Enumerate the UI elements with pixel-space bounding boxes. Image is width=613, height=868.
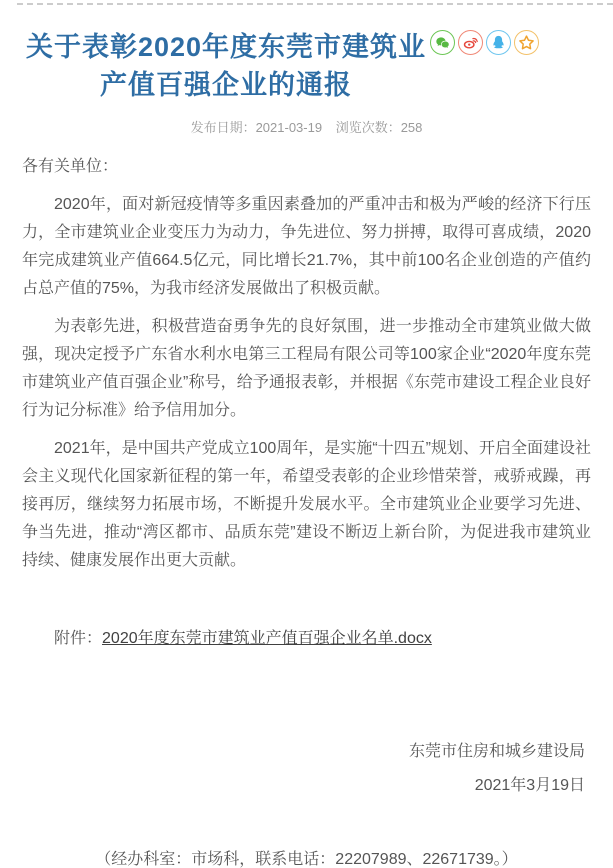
wechat-share-button[interactable] bbox=[430, 30, 455, 55]
signature-org: 东莞市住房和城乡建设局 bbox=[408, 743, 585, 760]
top-divider bbox=[17, 3, 613, 5]
paragraph-2: 为表彰先进，积极营造奋勇争先的良好氛围，进一步推动全市建筑业做大做强，现决定授予广东省水利水电第三工程局有限公司等100家企业“2020年度东莞市建筑业产值百强企业”称号，给予通报表彰，并根据《东莞市建设工程企业良好行为记分标准》给予信用加分。 bbox=[22, 318, 591, 419]
page-title: 关于表彰2020年度东莞市建筑业产值百强企业的通报 bbox=[25, 32, 427, 100]
share-bar bbox=[430, 30, 539, 55]
article-meta bbox=[0, 119, 613, 137]
attachment-label: 附件： bbox=[54, 630, 103, 647]
favorite-star-icon bbox=[518, 34, 535, 51]
article-body bbox=[0, 153, 613, 868]
paragraph-3: 2021年，是中国共产党成立100周年，是实施“十四五”规划、开启全面建设社会主义现代化国家新征程的第一年，希望受表彰的企业珍惜荣誉，戒骄戒躁，再接再厉，继续努力拓展市场，不断提升发展水平。全市建筑业企业要学习先进、争当先进，推动“湾区都市、品质东莞”建设不断迈上新台阶，为促进我市建筑业持续、健康发展作出更大贡献。 bbox=[22, 440, 591, 569]
view-count: 浏览次数：258 bbox=[335, 120, 423, 135]
contact-line: （经办科室：市场科，联系电话：22207989、22671739。） bbox=[95, 851, 518, 868]
publish-date: 发布日期：2021-03-19 bbox=[190, 120, 323, 135]
attachment-line bbox=[22, 625, 591, 653]
qq-icon bbox=[490, 34, 507, 51]
weibo-icon bbox=[462, 34, 479, 51]
signature-date: 2021年3月19日 bbox=[474, 777, 585, 794]
paragraph-1: 2020年，面对新冠疫情等多重因素叠加的严重冲击和极为严峻的经济下行压力，全市建筑业企业变压力为动力，争先进位、努力拼搏，取得可喜成绩，2020年完成建筑业产值664.5亿元，同比增长21.7%，其中前100名企业创造的产值约占总产值的75%，为我市经济发展做出了积极贡献。 bbox=[22, 196, 591, 297]
qq-share-button[interactable] bbox=[486, 30, 511, 55]
salutation: 各有关单位： bbox=[22, 158, 119, 175]
favorite-share-button[interactable] bbox=[514, 30, 539, 55]
attachment-link[interactable]: 2020年度东莞市建筑业产值百强企业名单.docx bbox=[102, 630, 432, 647]
article-header bbox=[0, 0, 613, 137]
weibo-share-button[interactable] bbox=[458, 30, 483, 55]
wechat-icon bbox=[434, 34, 451, 51]
